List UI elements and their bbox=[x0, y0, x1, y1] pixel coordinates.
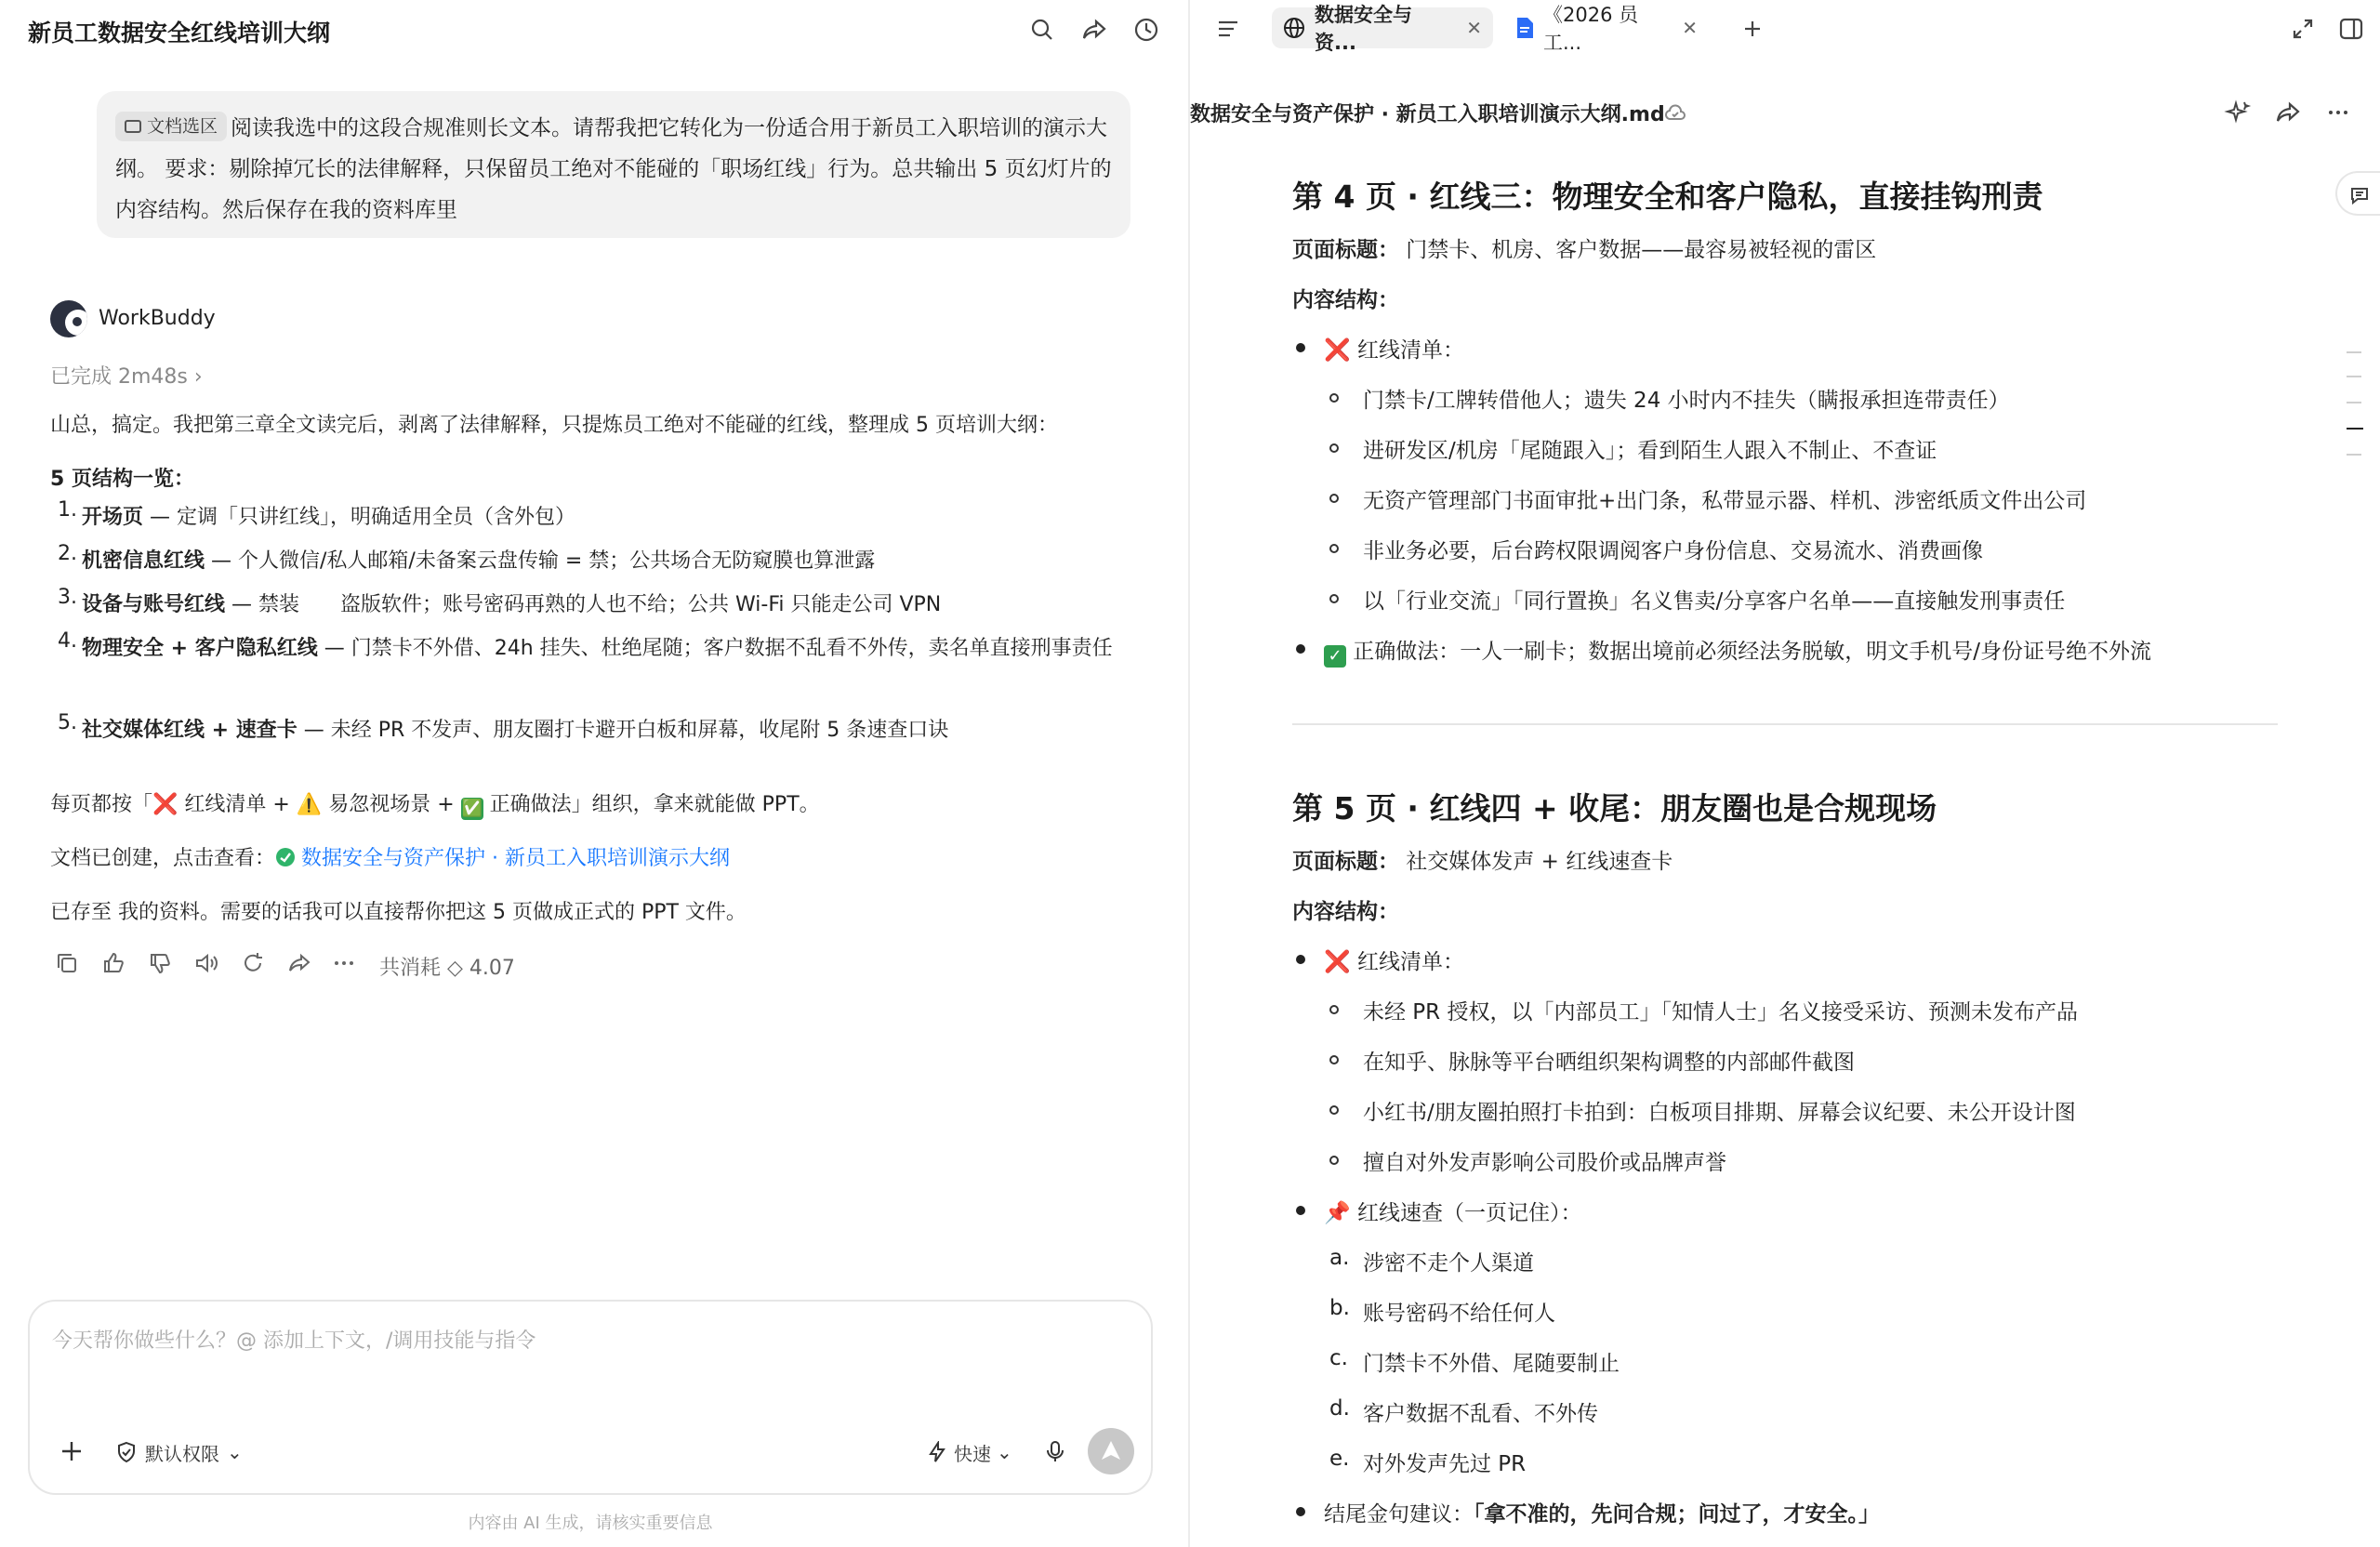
assistant-name: WorkBuddy bbox=[99, 307, 216, 330]
check-mark-icon: ✅ bbox=[461, 799, 483, 818]
cloud-sync-icon bbox=[1664, 102, 1686, 123]
share-icon[interactable] bbox=[2274, 99, 2302, 126]
ai-disclaimer: 内容由 AI 生成，请核实重要信息 bbox=[468, 1514, 713, 1533]
chevron-down-icon: ⌄ bbox=[227, 1441, 243, 1463]
doc-file-icon bbox=[1515, 17, 1534, 39]
cross-mark-icon: ❌ bbox=[1324, 950, 1351, 974]
chat-composer bbox=[28, 1300, 1153, 1495]
tab-document-2[interactable]: 《2026 员工... ✕ bbox=[1504, 7, 1709, 48]
close-icon[interactable]: ✕ bbox=[1682, 17, 1698, 39]
menu-icon[interactable] bbox=[1214, 15, 1242, 43]
chat-pane: 新员工数据安全红线培训大纲 文档选区 阅读我选中的这段合规准则长文本。请帮我把它转化为一份适合用于新员工入职培训的演示大纲。 要求：剔除掉冗长的法律解释，只保留员工绝对不能碰的「职场红线」行为。总共输出 5 页幻灯片的内容结构。然后保存在我的资料库里 WorkBuddy 已完成 2m48s › 山总，搞定。我把第三章全文读完后，剥离了法律解释，只提炼员工绝对不能碰的红线，整理成 5 页培训大纲： 5 页结构一览： 1. 开场页 — 定调「只讲红线」，明确适用全员（含外包） 2. 机密信息红线 — 个人微信/私人邮箱/未备案云盘传输 = 禁；公共场合无防窥膜也算泄露 3. 设备与账号红线 — 禁装 盗版软件；账号密码再熟的人也不给；公共 Wi-Fi 只能走公司 VPN 4. 物理安全 + 客户隐私红线 — 门禁卡不外借、24h 挂失、杜绝尾随；客户数据不乱看不外传，卖名单直接刑事责任 5. 社交媒体红线 + 速查卡 — 未经 PR 不发声、朋友圈打卡避开白板和屏幕，收尾附 5 条速查口诀 每页都按「❌ 红线清单 + ⚠️ 易忽视场景 + ✅ 正确做法」组织，拿来就能做 PPT。 文档已创建，点击查看： 数据安全与资产保护 · 新员工入职培训演示大纲 已存至 我的资料。需要的话我可以直接帮你把这 5 页做成正式的 PPT 文件。 共消耗 ◇ 4.07 今天帮你做些什么？@ 添加上下文，/调用技能与指令 默认权限 ⌄ 快速 ⌄ 内容由 AI 生成，请核实重要信息 bbox=[0, 0, 1188, 1547]
expand-icon[interactable] bbox=[2289, 15, 2317, 43]
section-divider bbox=[1292, 723, 2278, 725]
chat-input[interactable] bbox=[52, 1322, 1121, 1359]
check-mark-icon: ✓ bbox=[1324, 645, 1346, 668]
more-icon[interactable] bbox=[331, 950, 357, 976]
doc-link[interactable]: 数据安全与资产保护 · 新员工入职培训演示大纲 bbox=[275, 847, 730, 870]
cross-mark-icon: ❌ bbox=[152, 793, 178, 816]
ai-sparkle-icon[interactable] bbox=[2224, 99, 2252, 126]
sidebar-toggle-icon[interactable] bbox=[2337, 15, 2365, 43]
selection-icon bbox=[125, 120, 141, 133]
page4-structure-label: 内容结构： bbox=[1292, 288, 1399, 312]
close-icon[interactable]: ✕ bbox=[1466, 17, 1482, 39]
globe-icon bbox=[1283, 17, 1305, 39]
copy-icon[interactable] bbox=[54, 950, 80, 976]
completion-status[interactable]: 已完成 2m48s › bbox=[50, 365, 203, 389]
speed-mode-dropdown[interactable]: 快速 ⌄ bbox=[926, 1437, 1012, 1467]
page4-title-line: 页面标题： 门禁卡、机房、客户数据——最容易被轻视的雷区 bbox=[1292, 238, 1877, 262]
search-icon[interactable] bbox=[1028, 16, 1056, 44]
lightning-icon bbox=[926, 1441, 948, 1463]
new-tab-icon[interactable] bbox=[1739, 15, 1766, 43]
chevron-down-icon: ⌄ bbox=[997, 1441, 1012, 1463]
thumbs-up-icon[interactable] bbox=[100, 950, 126, 976]
answer-intro: 山总，搞定。我把第三章全文读完后，剥离了法律解释，只提炼员工绝对不能碰的红线，整理成 5 页培训大纲： bbox=[50, 414, 1058, 437]
page5-structure-label: 内容结构： bbox=[1292, 900, 1399, 924]
warning-icon: ⚠️ bbox=[296, 793, 323, 816]
format-note: 每页都按「❌ 红线清单 + ⚠️ 易忽视场景 + ✅ 正确做法」组织，拿来就能做 PPT。 bbox=[50, 793, 820, 818]
doc-link-icon bbox=[275, 847, 296, 867]
user-message-text: 阅读我选中的这段合规准则长文本。请帮我把它转化为一份适合用于新员工入职培训的演示大纲。 要求：剔除掉冗长的法律解释，只保留员工绝对不能碰的「职场红线」行为。总共输出 5 页幻灯片的内容结构。然后保存在我的资料库里 bbox=[115, 116, 1112, 222]
structure-heading: 5 页结构一览： bbox=[50, 468, 194, 491]
regenerate-icon[interactable] bbox=[240, 950, 266, 976]
saved-note: 已存至 我的资料。需要的话我可以直接帮你把这 5 页做成正式的 PPT 文件。 bbox=[50, 901, 747, 924]
chat-title: 新员工数据安全红线培训大纲 bbox=[28, 20, 331, 46]
document-selection-chip[interactable]: 文档选区 bbox=[115, 112, 227, 141]
chat-header bbox=[0, 0, 1188, 58]
thumbs-down-icon[interactable] bbox=[147, 950, 173, 976]
token-cost: 共消耗 ◇ 4.07 bbox=[379, 957, 515, 980]
comment-icon bbox=[2348, 184, 2371, 206]
permission-dropdown[interactable]: 默认权限 ⌄ bbox=[115, 1437, 243, 1467]
tab-bar bbox=[1190, 0, 2380, 56]
shield-check-icon bbox=[115, 1441, 138, 1463]
more-icon[interactable] bbox=[2324, 99, 2352, 126]
user-message-bubble bbox=[97, 91, 1130, 238]
doc-created-line: 文档已创建，点击查看： 数据安全与资产保护 · 新员工入职培训演示大纲 bbox=[50, 847, 730, 870]
page4-heading: 第 4 页 · 红线三：物理安全和客户隐私，直接挂钩刑责 bbox=[1292, 178, 2043, 215]
document-pane bbox=[1190, 0, 2380, 1547]
document-title: 数据安全与资产保护 · 新员工入职培训演示大纲.md bbox=[1190, 103, 1665, 126]
comment-panel-button[interactable] bbox=[2335, 171, 2380, 216]
speaker-icon[interactable] bbox=[193, 950, 219, 976]
forward-icon[interactable] bbox=[286, 950, 312, 976]
document-content: 第 4 页 · 红线三：物理安全和客户隐私，直接挂钩刑责 页面标题： 门禁卡、机房、客户数据——最容易被轻视的雷区 内容结构： ❌ 红线清单： 门禁卡/工牌转借他人；遗失 24 小时内不挂失（瞒报承担连带责任） 进研发区/机房「尾随跟入」；看到陌生人跟入不制止、不查证 无资产管理部门书面审批+出门条，私带显示器、样机、涉密纸质文件出公司 非业务必要，后台跨权限调阅客户身份信息、交易流水、消费画像 以「行业交流」「同行置换」名义售卖/分享客户名单——直接触发刑事责任 ✓ 正确做法：一人一刷卡；数据出境前必须经法务脱敏，明文手机号/身份证号绝不外流 第 5 页 · 红线四 + 收尾：朋友圈也是合规现场 页面标题： 社交媒体发声 + 红线速查卡 内容结构： ❌ 红线清单： 未经 PR 授权，以「内部员工」「知情人士」名义接受采访、预测未发布产品 在知乎、脉脉等平台晒组织架构调整的内部邮件截图 小红书/朋友圈拍照打卡拍到：白板项目排期、屏幕会议纪要、未公开设计图 擅自对外发声影响公司股价或品牌声誉 📌 红线速查（一页记住）： a. 涉密不走个人渠道 b. 账号密码不给任何人 c. 门禁卡不外借、尾随要制止 d. 客户数据不乱看、不外传 e. 对外发声先过 PR 结尾金句建议：「拿不准的，先问合规；问过了，才安全。」 bbox=[1292, 139, 2315, 1547]
share-icon[interactable] bbox=[1080, 16, 1108, 44]
page5-heading: 第 5 页 · 红线四 + 收尾：朋友圈也是合规现场 bbox=[1292, 790, 1937, 826]
microphone-icon[interactable] bbox=[1041, 1437, 1069, 1465]
page5-title-line: 页面标题： 社交媒体发声 + 红线速查卡 bbox=[1292, 850, 1673, 874]
tab-document-1[interactable]: 数据安全与资... ✕ bbox=[1272, 7, 1493, 48]
send-button[interactable] bbox=[1088, 1428, 1134, 1474]
cross-mark-icon: ❌ bbox=[1324, 338, 1351, 363]
pushpin-icon: 📌 bbox=[1324, 1201, 1351, 1225]
add-attachment-button[interactable] bbox=[58, 1437, 86, 1465]
history-icon[interactable] bbox=[1132, 16, 1160, 44]
chevron-right-icon: › bbox=[193, 365, 203, 389]
workbuddy-avatar bbox=[50, 300, 87, 337]
document-toolbar bbox=[1190, 89, 2380, 138]
